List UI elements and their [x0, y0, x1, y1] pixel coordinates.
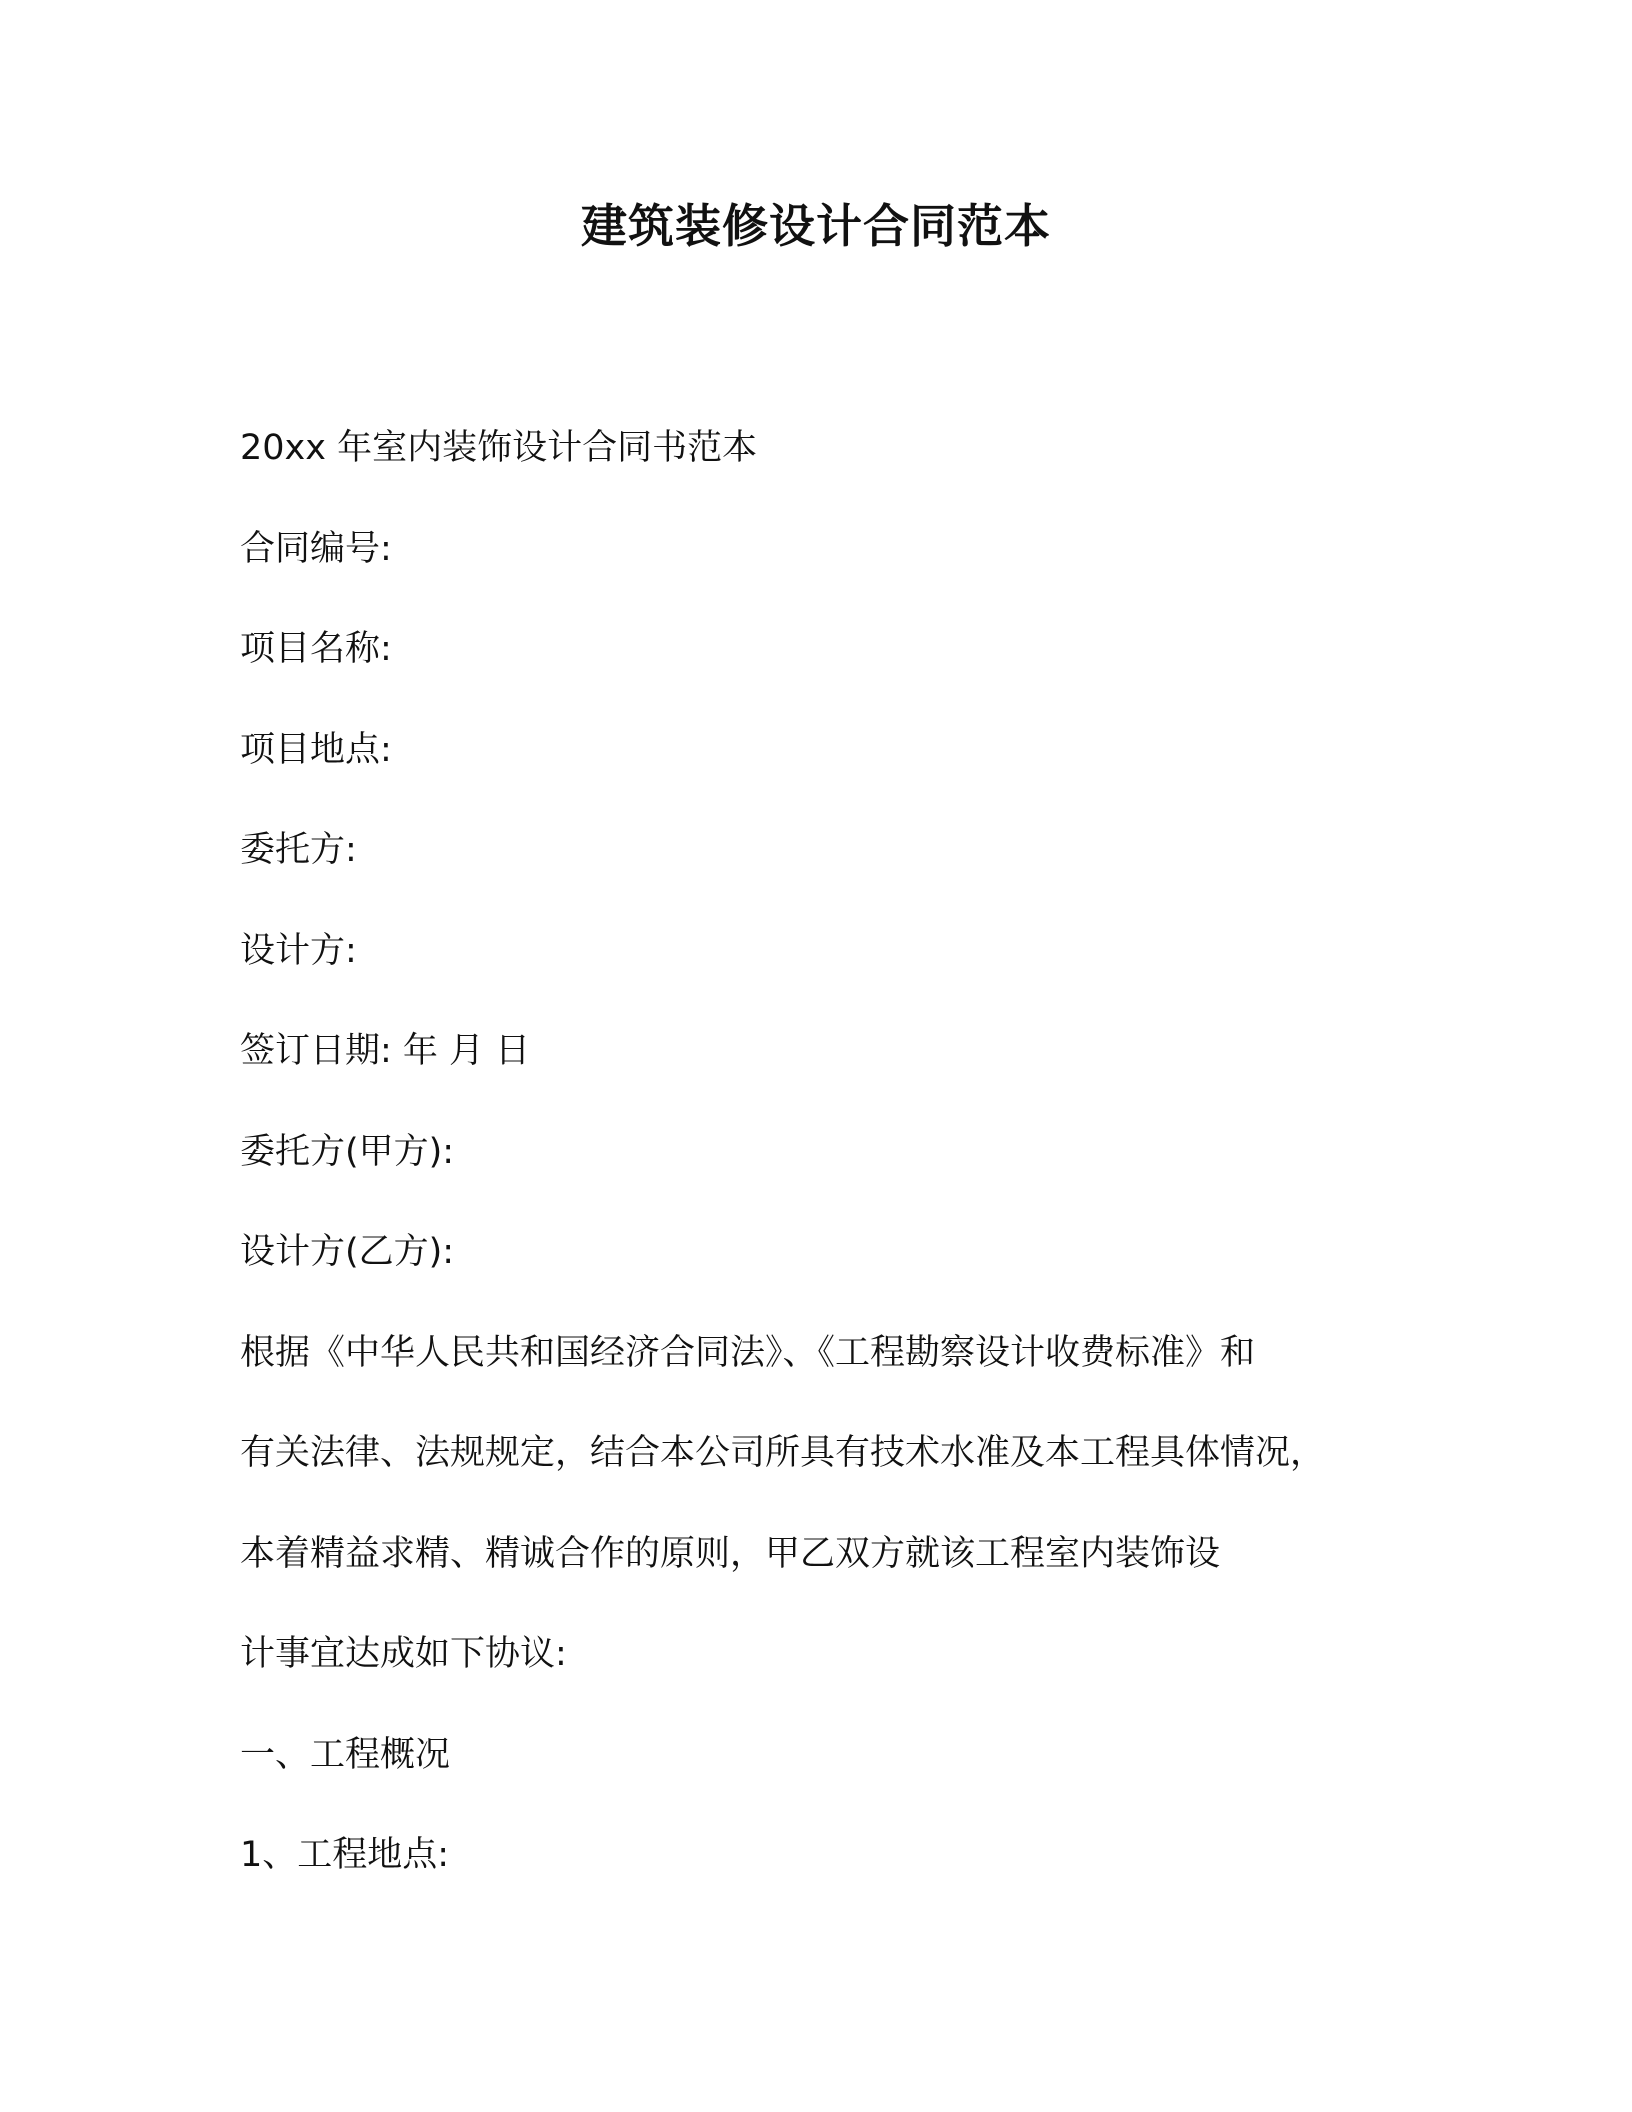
- signing-date-line: 签订日期: 年 月 日: [240, 1031, 531, 1071]
- preamble-line-2: 有关法律、法规规定，结合本公司所具有技术水准及本工程具体情况，: [240, 1433, 1326, 1473]
- item-project-location: 1、工程地点:: [240, 1835, 450, 1875]
- section-heading-project-overview: 一、工程概况: [240, 1734, 451, 1775]
- project-location-line: 项目地点:: [240, 729, 392, 770]
- preamble-line-3: 本着精益求精、精诚合作的原则，甲乙双方就该工程室内装饰设: [240, 1533, 1221, 1574]
- project-name-line: 项目名称:: [240, 629, 392, 669]
- party-b-line: 设计方(乙方):: [240, 1232, 455, 1272]
- document-body: [240, 418, 1400, 1926]
- client-line: 委托方:: [240, 830, 357, 870]
- preamble-line-4: 计事宜达成如下协议:: [240, 1634, 567, 1674]
- contract-number-line: 合同编号:: [240, 528, 392, 569]
- party-a-line: 委托方(甲方):: [240, 1131, 455, 1172]
- preamble-line-1: 根据《中华人民共和国经济合同法》、《工程勘察设计收费标准》和: [240, 1332, 1256, 1373]
- subtitle-line: 20xx 年室内装饰设计合同书范本: [240, 428, 758, 468]
- document-title: 建筑装修设计合同范本: [581, 199, 1051, 253]
- designer-line: 设计方:: [240, 930, 357, 971]
